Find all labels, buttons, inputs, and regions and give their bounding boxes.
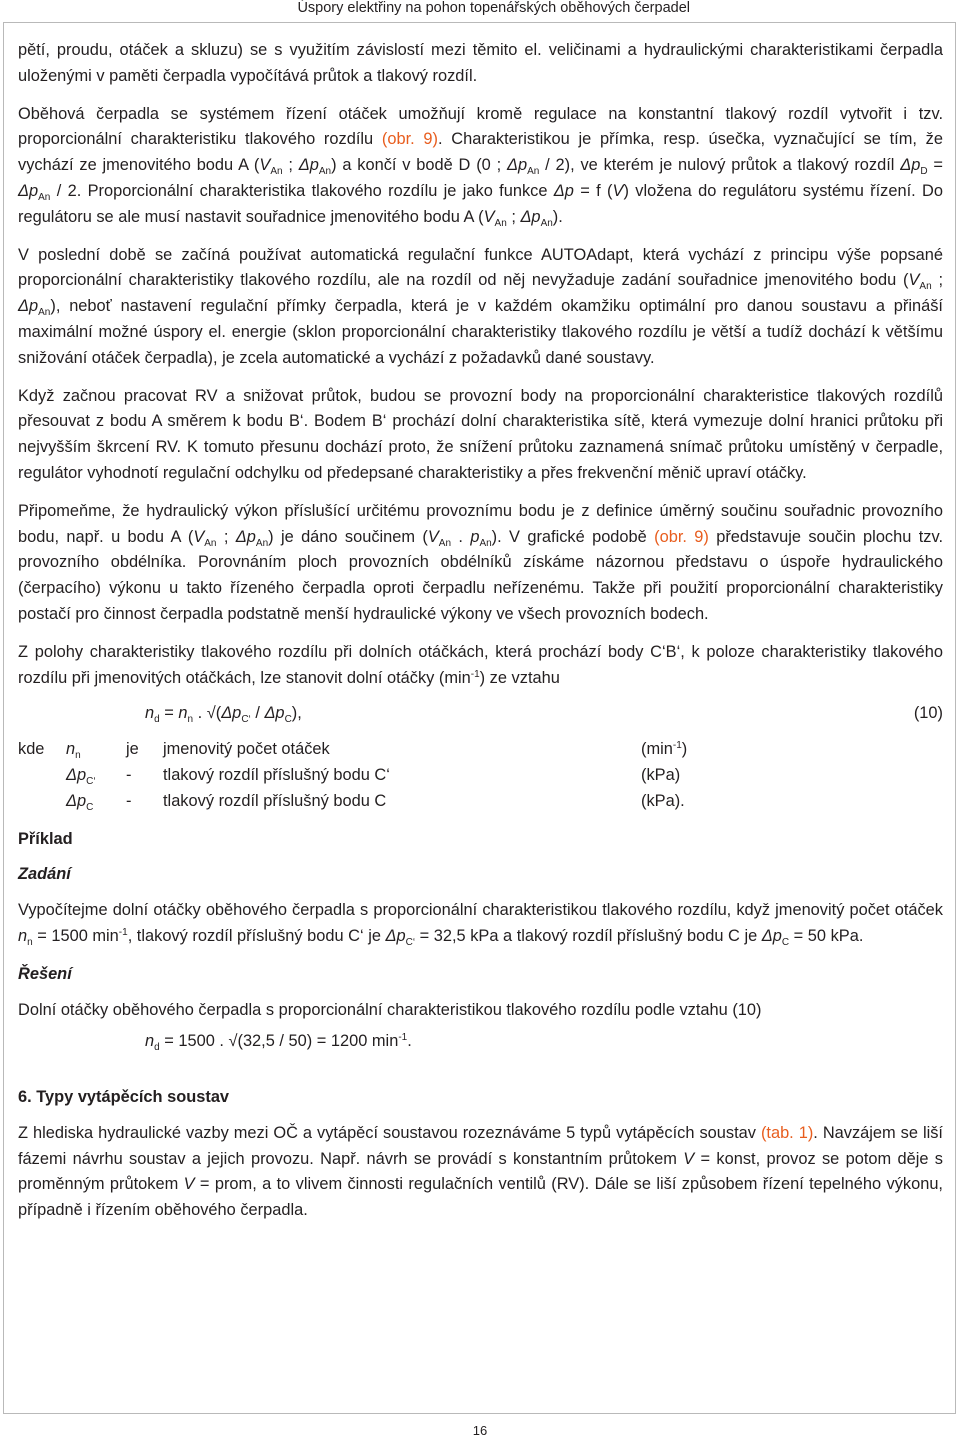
running-header: Úspory elektřiny na pohon topenářských oběhových čerpadel xyxy=(297,0,690,16)
paragraph-lower-speed: Z polohy charakteristiky tlakového rozdílu při dolních otáčkách, která prochází body C‘B‘, k poloze charakteristiky tlakového rozdílu při jmenovitých otáčkách, lze stanovit dolní otáčky $(\min^{-1})$ ze vztahu xyxy=(18,642,943,687)
equation-body: $n_d = n_n$ . $√(\Delta p_{C‘} / \Delta p_C)$, xyxy=(145,704,302,726)
section-6-heading: 6. Typy vytápěcích soustav xyxy=(18,1088,230,1107)
legend-symbol: $\Delta p_C$ xyxy=(66,791,94,813)
figure-reference[interactable]: (obr. 9) xyxy=(654,527,709,546)
paragraph-proportional-characteristic: Oběhová čerpadla se systémem řízení otáček umožňují kromě regulace na konstantní tlakový rozdíl vytvořit i tzv. proporcionální charakteristiku tlakového rozdílu (obr. 9). Charakteristikou je přímka, resp. úsečka, vyznačující se tím, že vychází ze jmenovitého bodu A ($V_{An}$ ; $\Delta p_{An}$) a končí v bodě D (0 ; $\Delta p_{An} / 2$), ve kterém je nulový průtok a tlakový rozdíl $\Delta p_D = \Delta p_{An} / 2$. Proporcionální charakteristika tlakového rozdílu je jako funkce Δp = f (V) vložena do regulátoru systému řízení. Do regulátoru se ale musí nastavit souřadnice jmenovitého bodu A ($V_{An}$ ; $\Delta p_{An}$). xyxy=(18,104,944,229)
table-reference[interactable]: (tab. 1) xyxy=(760,1123,814,1142)
symbol-legend xyxy=(18,737,943,814)
legend-description: tlakový rozdíl příslušný bodu C xyxy=(163,791,387,810)
legend-unit: (kPa) xyxy=(641,765,681,784)
equation-number: (10) xyxy=(913,704,943,723)
page-content xyxy=(18,38,943,1236)
legend-description: tlakový rozdíl příslušný bodu C‘ xyxy=(163,765,390,784)
paragraph-operating-points: Když začnou pracovat RV a snižovat průtok, budou se provozní body na proporcionální charakteristice tlakových rozdílů přesouvat z bodu A směrem k bodu B‘. Bodem B‘ prochází dolní charakteristika sítě, která vymezuje dolní hranici průtoku při nejvyšším škrcení RV. K tomuto přesunu dochází proto, že snížení průtoku zaznamená snímač průtoku umístěný v čerpadle, regulátor vyhodnotí regulační odchylku od předepsané charakteristiky a přes frekvenční měnič upraví otáčky. xyxy=(18,386,943,482)
solution-heading: Řešení xyxy=(18,964,72,983)
task-heading: Zadání xyxy=(18,865,71,884)
paragraph-task: Vypočítejme dolní otáčky oběhového čerpadla s proporcionální charakteristikou tlakového rozdílu, když jmenovitý počet otáček $n_n = 1500$ $\min^{-1}$, tlakový rozdíl příslušný bodu C‘ je $\Delta p_{C‘} = 32,5$ kPa a tlakový rozdíl příslušný bodu C je $\Delta p_C = 50$ kPa. xyxy=(18,901,943,948)
paragraph-heating-systems: Z hlediska hydraulické vazby mezi OČ a vytápěcí soustavou rozeznáváme 5 typů vytápěcích soustav (tab. 1). Navzájem se liší fázemi návrhu soustav a jejich provozu. Např. návrh se provádí s konstantním průtokem V = konst, provoz se potom děje s proměnným průtokem V = prom, a to vlivem činnosti regulačních ventilů (RV). Dále se liší způsobem řízení tepelného výkonu, případně i řízením oběhového čerpadla. xyxy=(18,1123,943,1220)
paragraph-solution: Dolní otáčky oběhového čerpadla s proporcionální charakteristikou tlakového rozdílu podle vztahu (10) xyxy=(18,1000,762,1019)
page-number: 16 xyxy=(472,1423,488,1438)
legend-unit: $(\min^{-1})$ xyxy=(641,740,688,759)
paragraph-autoadapt: V poslední době se začíná používat automatická regulační funkce AUTOAdapt, která vychází z principu výše popsané proporcionální charakteristiky tlakového rozdílu, ale na rozdíl od něj nevyžaduje zadání souřadnice jmenovitého bodu ($V_{An}$ ; $\Delta p_{An}$), neboť nastavení regulační přímky čerpadla, která je v každém okamžiku optimální pro danou soustavu a přináší maximální možné úspory el. energie (sklon proporcionální charakteristiky tlakového rozdílu je větší a tudíž dochází k většímu snižování otáček čerpadla), je zcela automatické a vychází z požadavků dané soustavy. xyxy=(18,245,943,367)
figure-reference[interactable]: (obr. 9) xyxy=(381,130,438,149)
paragraph-hydraulic-power: Připomeňme, že hydraulický výkon příslušící určitému provoznímu bodu je z definice úměrný součinu souřadnic provozního bodu, např. u bodu A ($V_{An}$ ; $\Delta p_{An}$) je dáno součinem ($V_{An}$ . $p_{An}$). V grafické podobě (obr. 9) představuje součin plochu tzv. provozního obdélníka. Porovnáním ploch provozních obdélníků získáme názornou představu o úspoře hydraulického (čerpacího) výkonu u takto řízeného čerpadla oproti čerpadlu neřízenému. Takže při použití proporcionální charakteristiky postačí pro činnost čerpadla podstatně menší hydraulické výkony ve všech provozních bodech. xyxy=(18,501,943,623)
legend-symbol: $\Delta p_{C‘}$ xyxy=(66,765,96,787)
legend-unit: (kPa). xyxy=(641,791,685,810)
legend-kde: kde xyxy=(18,740,45,759)
legend-dash: - xyxy=(126,791,132,810)
paragraph-continuation: pětí, proudu, otáček a skluzu) se s využitím závislostí mezi těmito el. veličinami a hydraulickými charakteristikami čerpadla uloženými v paměti čerpadla vypočítává průtok a tlakový rozdíl. xyxy=(18,41,943,85)
legend-symbol: $n_n$ xyxy=(66,740,81,762)
legend-dash: - xyxy=(126,765,132,784)
equation-10 xyxy=(18,701,943,727)
legend-dash: je xyxy=(126,740,139,759)
solution-result: $n_d = 1500$ . √(32,5 / 50) = 1200 $\min^{-1}$. xyxy=(145,1032,412,1054)
example-heading: Příklad xyxy=(18,829,73,848)
legend-description: jmenovitý počet otáček xyxy=(163,740,330,759)
